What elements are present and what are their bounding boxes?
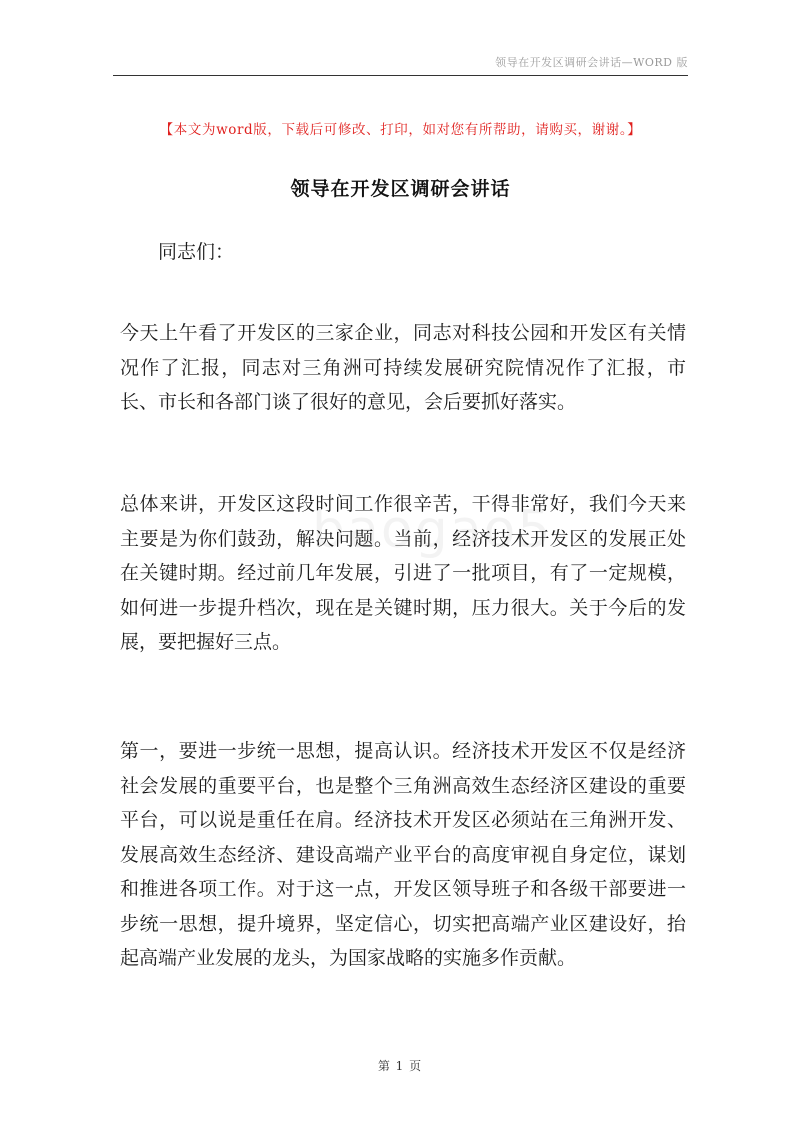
download-notice: 【本文为word版，下载后可修改、打印，如对您有所帮助，请购买，谢谢。】 <box>159 122 642 138</box>
page-header <box>113 54 688 76</box>
salutation: 同志们： <box>158 241 235 263</box>
running-title: 领导在开发区调研会讲话—WORD 版 <box>495 56 688 69</box>
body-paragraph-3: 第一，要进一步统一思想，提高认识。经济技术开发区不仅是经济社会发展的重要平台，也是整个三角洲高效生态经济区建设的重要平台，可以说是重任在肩。经济技术开发区必须站在三角洲开发、发展高效生态经济、建设高端产业平台的高度审视自身定位，谋划和推进各项工作。对于这一点，开发区领导班子和各级干部要进一步统一思想，提升境界，坚定信心，切实把高端产业区建设好，抬起高端产业发展的龙头，为国家战略的实施多作贡献。 <box>120 740 686 969</box>
page-number: 第 1 页 <box>377 1059 423 1073</box>
document-title: 领导在开发区调研会讲话 <box>290 178 511 200</box>
body-paragraph-1: 今天上午看了开发区的三家企业，同志对科技公园和开发区有关情况作了汇报，同志对三角洲可持续发展研究院情况作了汇报，市长、市长和各部门谈了很好的意见，会后要抓好落实。 <box>120 322 686 413</box>
body-paragraph-2: 总体来讲，开发区这段时间工作很辛苦，干得非常好，我们今天来主要是为你们鼓劲，解决问题。当前，经济技术开发区的发展正处在关键时期。经过前几年发展，引进了一批项目，有了一定规模，如何进一步提升档次，现在是关键时期，压力很大。关于今后的发展，要把握好三点。 <box>120 493 686 653</box>
